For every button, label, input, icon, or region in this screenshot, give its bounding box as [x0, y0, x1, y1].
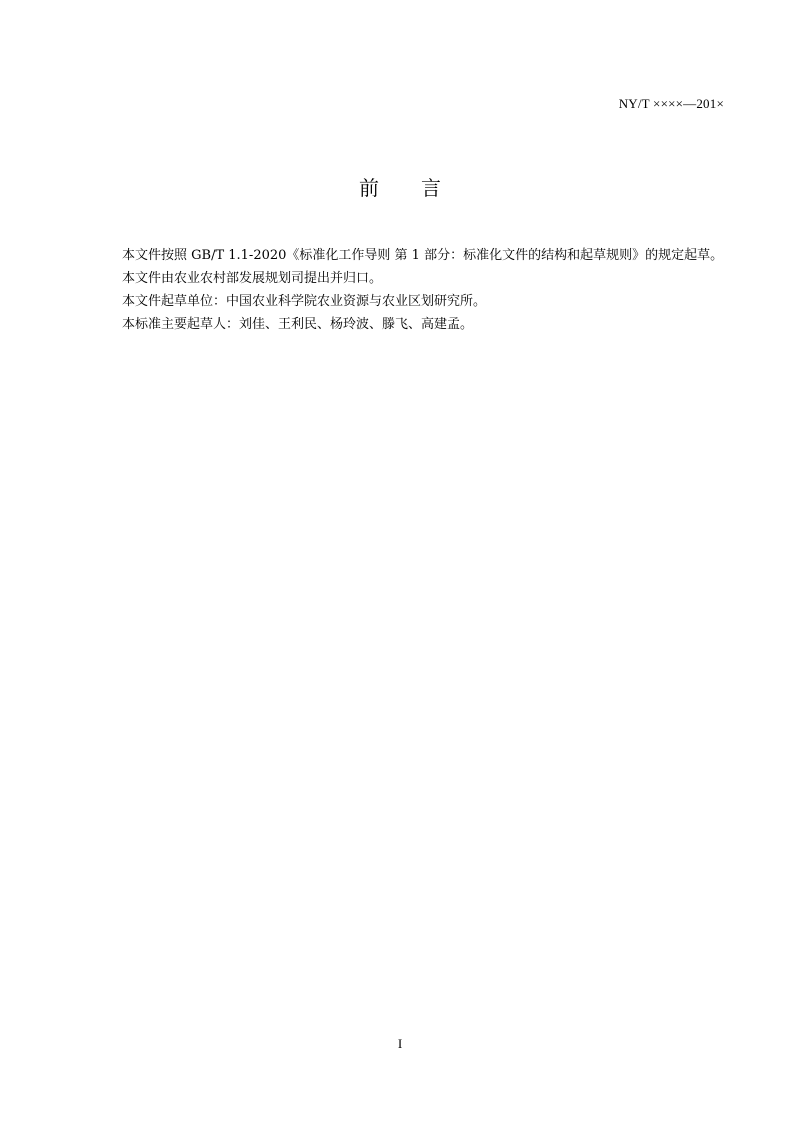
standard-code: NY/T ××××—201×	[618, 96, 724, 111]
paragraph-drafting-unit: 本文件起草单位：中国农业科学院农业资源与农业区划研究所。	[122, 294, 487, 309]
page-title: 前言	[359, 176, 483, 200]
paragraph-drafting-rules: 本文件按照 GB/T 1.1-2020《标准化工作导则 第 1 部分：标准化文件的结构和起草规则》的规定起草。	[122, 248, 724, 263]
paragraph-proposer: 本文件由农业农村部发展规划司提出并归口。	[122, 271, 383, 286]
foreword-body	[96, 244, 724, 336]
paragraph-drafters: 本标准主要起草人：刘佳、王利民、杨玲波、滕飞、高建孟。	[122, 317, 474, 332]
page-number: I	[397, 1036, 403, 1051]
